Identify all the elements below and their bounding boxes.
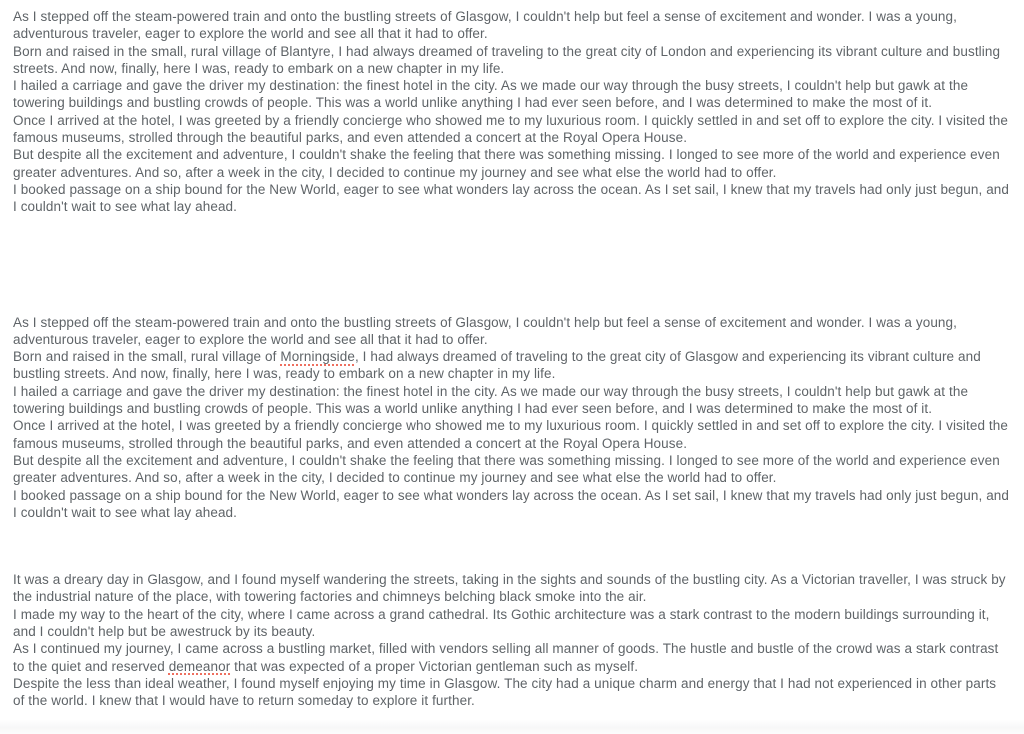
text-segment: , I had always dreamed of traveling to the great city of Glasgow and experiencing its vibrant culture and bustling streets. And now, finally, here I was, ready to embark on a new chapter in my life. (13, 349, 981, 382)
text-segment: Despite the less than ideal weather, I found myself enjoying my time in Glasgow. The city had a unique charm and energy that I had not experienced in other parts of the world. I knew that I would have to return someday to explore it further. (13, 675, 997, 709)
text-segment: I hailed a carriage and gave the driver my destination: the finest hotel in the city. As we made our way through the busy streets, I couldn't help but gawk at the towering buildings and bustling crowds of people. This was a world unlike anything I had ever seen before, and I was determined to make the most of it. (13, 78, 969, 111)
paragraph[interactable] (13, 181, 1010, 216)
paragraph[interactable] (13, 675, 1010, 710)
paragraph[interactable] (13, 112, 1010, 147)
text-segment: Born and raised in the small, rural village of Blantyre, I had always dreamed of traveling to the great city of London and experiencing its vibrant culture and bustling streets. And now, finally, here I was, ready to embark on a new chapter in my life. (13, 43, 1001, 76)
text-segment: Once I arrived at the hotel, I was greeted by a friendly concierge who showed me to my luxurious room. I quickly settled in and set off to explore the city. I visited the famous museums, strolled through the beautiful parks, and even attended a concert at the Royal Opera House. (13, 418, 1008, 451)
text-segment: I booked passage on a ship bound for the New World, eager to see what wonders lay across the ocean. As I set sail, I knew that my travels had only just begun, and I couldn't wait to see what lay ahead. (13, 487, 1010, 520)
text-segment: But despite all the excitement and adventure, I couldn't shake the feeling that there was something missing. I longed to see more of the world and experience even greater adventures. And so, after a week in the city, I decided to continue my journey and see what else the world had to offer. (13, 147, 1000, 180)
text-segment: But despite all the excitement and adventure, I couldn't shake the feeling that there was something missing. I longed to see more of the world and experience even greater adventures. And so, after a week in the city, I decided to continue my journey and see what else the world had to offer. (13, 452, 1000, 486)
paragraph[interactable] (13, 383, 1010, 418)
paragraph[interactable] (13, 348, 1010, 383)
text-segment: As I continued my journey, I came across a bustling market, filled with vendors selling all manner of goods. The hustle and bustle of the crowd was a stark contrast to the quiet and reserved (13, 641, 999, 674)
story-block-story-glasgow-arrival-v2[interactable] (13, 314, 1010, 522)
story-block-story-dreary-day[interactable] (13, 571, 1010, 709)
text-segment: I booked passage on a ship bound for the New World, eager to see what wonders lay across the ocean. As I set sail, I knew that my travels had only just begun, and I couldn't wait to see what lay ahead. (13, 181, 1010, 215)
paragraph[interactable] (13, 640, 1010, 675)
text-segment: It was a dreary day in Glasgow, and I found myself wandering the streets, taking in the sights and sounds of the bustling city. As a Victorian traveller, I was struck by the industrial nature of the place, with towering factories and chimneys belching black smoke into the air. (13, 572, 1006, 605)
misspelled-word[interactable]: demeanor (168, 658, 231, 674)
paragraph[interactable] (13, 487, 1010, 522)
paragraph[interactable] (13, 417, 1010, 452)
paragraph[interactable] (13, 571, 1010, 606)
text-segment: As I stepped off the steam-powered train and onto the bustling streets of Glasgow, I couldn't help but feel a sense of excitement and wonder. I was a young, adventurous traveler, eager to explore the world and see all that it had to offer. (13, 314, 957, 347)
text-segment: that was expected of a proper Victorian gentleman such as myself. (230, 658, 639, 674)
paragraph[interactable] (13, 146, 1010, 181)
paragraph[interactable] (13, 314, 1010, 349)
paragraph[interactable] (13, 452, 1010, 487)
misspelled-word[interactable]: Morningside (280, 349, 355, 365)
paragraph[interactable] (13, 8, 1010, 43)
text-segment: Born and raised in the small, rural village of (13, 349, 281, 365)
text-segment: Once I arrived at the hotel, I was greeted by a friendly concierge who showed me to my luxurious room. I quickly settled in and set off to explore the city. I visited the famous museums, strolled through the beautiful parks, and even attended a concert at the Royal Opera House. (13, 112, 1008, 146)
paragraph[interactable] (13, 43, 1010, 78)
story-block-story-glasgow-arrival-v1[interactable] (13, 8, 1010, 216)
paragraph[interactable] (13, 606, 1010, 641)
text-segment: As I stepped off the steam-powered train and onto the bustling streets of Glasgow, I couldn't help but feel a sense of excitement and wonder. I was a young, adventurous traveler, eager to explore the world and see all that it had to offer. (13, 9, 957, 42)
text-segment: I hailed a carriage and gave the driver my destination: the finest hotel in the city. As we made our way through the busy streets, I couldn't help but gawk at the towering buildings and bustling crowds of people. This was a world unlike anything I had ever seen before, and I was determined to make the most of it. (13, 383, 969, 417)
text-segment: I made my way to the heart of the city, where I came across a grand cathedral. Its Gothic architecture was a stark contrast to the modern buildings surrounding it, and I couldn't help but be awestruck by its beauty. (13, 606, 990, 640)
paragraph[interactable] (13, 77, 1010, 112)
